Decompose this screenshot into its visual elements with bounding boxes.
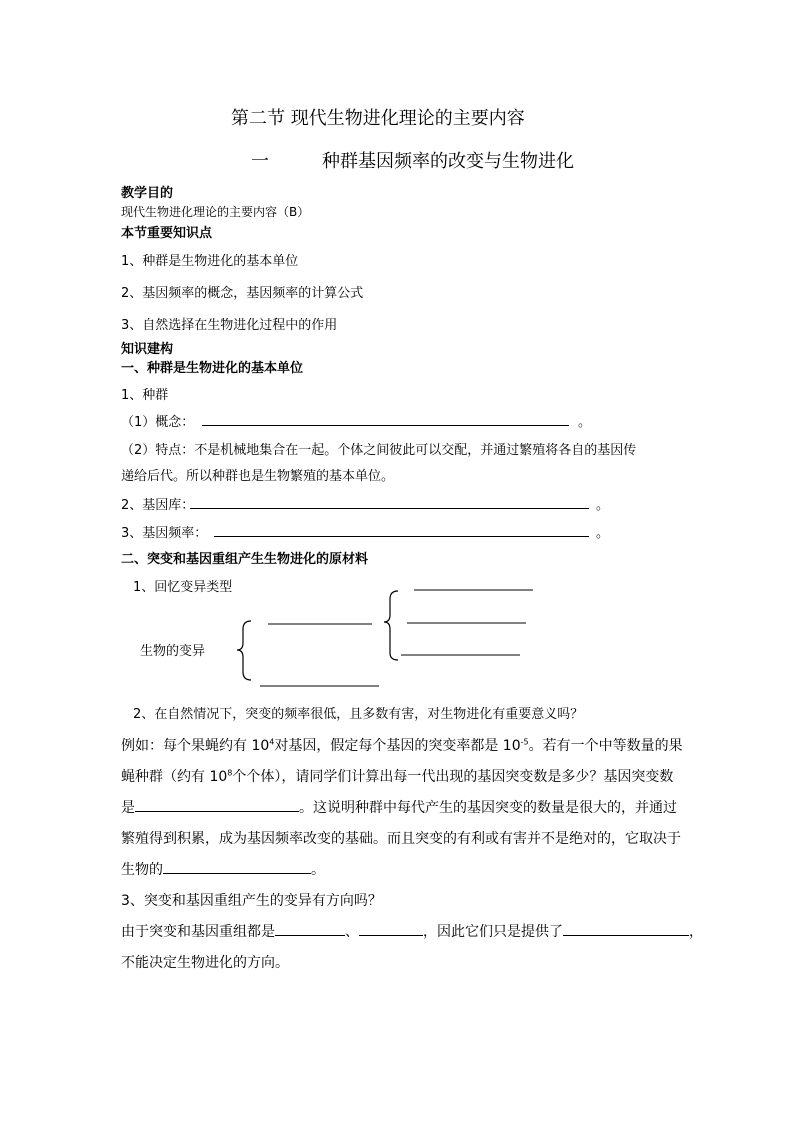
variation-label: 生物的变异	[140, 644, 206, 659]
population-subheading: 1、种群	[121, 388, 169, 403]
key-point-item: 3、自然选择在生物进化过程中的作用	[121, 318, 338, 333]
gene-frequency-label: 3、基因频率：	[121, 526, 208, 541]
direction-question: 3、突变和基因重组产生的变异有方向吗？	[121, 893, 382, 909]
key-point-item: 2、基因频率的概念，基因频率的计算公式	[121, 286, 364, 301]
mutation-question: 2、在自然情况下，突变的频率很低，且多数有害，对生物进化有重要意义吗？	[133, 707, 584, 722]
concept-end-mark: 。	[578, 415, 592, 430]
objective-text: 现代生物进化理论的主要内容（B）	[121, 205, 310, 219]
example-line1: 例如：每个果蝇约有 $10^4$对基因，假定每个基因的突变率都是 $10^{-5}$。若有一个中等数量的果	[121, 737, 683, 754]
answer-blank-3[interactable]	[563, 921, 689, 936]
variation-types-question: 1、回忆变异类型	[133, 580, 233, 595]
mutation-count-blank[interactable]	[135, 797, 299, 812]
example-line4: 繁殖得到积累，成为基因频率改变的基础。而且突变的有利或有害并不是绝对的，它取决于	[121, 831, 681, 847]
gene-frequency-end-mark: 。	[596, 526, 610, 541]
answer-line1: 由于突变和基因重组都是 、 ，因此它们只是提供了 ，	[121, 921, 703, 941]
concept-label: （1）概念：	[121, 415, 195, 430]
key-point-item: 1、种群是生物进化的基本单位	[121, 254, 299, 269]
page-title: 第二节 现代生物进化理论的主要内容	[231, 108, 525, 129]
gene-pool-end-mark: 。	[596, 498, 610, 513]
answer-line2: 不能决定生物进化的方向。	[121, 955, 289, 971]
part2-heading: 二、突变和基因重组产生生物进化的原材料	[121, 552, 369, 567]
environment-blank[interactable]	[163, 859, 311, 874]
part1-heading: 一、种群是生物进化的基本单位	[121, 361, 304, 376]
example-line5: 生物的 。	[121, 859, 325, 879]
feature-text-line1: （2）特点：不是机械地集合在一起。个体之间彼此可以交配，并通过繁殖将各自的基因传	[121, 443, 637, 458]
feature-text-line2: 递给后代。所以种群也是生物繁殖的基本单位。	[121, 469, 395, 484]
key-points-heading: 本节重要知识点	[121, 226, 213, 241]
objective-heading: 教学目的	[121, 186, 174, 201]
construction-heading: 知识建构	[121, 342, 174, 357]
answer-blank-1[interactable]	[275, 921, 345, 936]
example-line2: 蝇种群（约有 $10^8$个个体），请同学们计算出每一代出现的基因突变数是多少？基因突变数	[121, 768, 674, 785]
answer-blank-2[interactable]	[359, 921, 423, 936]
gene-pool-label: 2、基因库：	[121, 498, 195, 513]
subtitle-number: 一	[251, 151, 269, 172]
right-brace	[384, 591, 398, 660]
left-brace	[237, 621, 251, 680]
example-line3: 是 。这说明种群中每代产生的基因突变的数量是很大的，并通过	[121, 797, 677, 817]
subtitle: 种群基因频率的改变与生物进化	[322, 151, 574, 172]
